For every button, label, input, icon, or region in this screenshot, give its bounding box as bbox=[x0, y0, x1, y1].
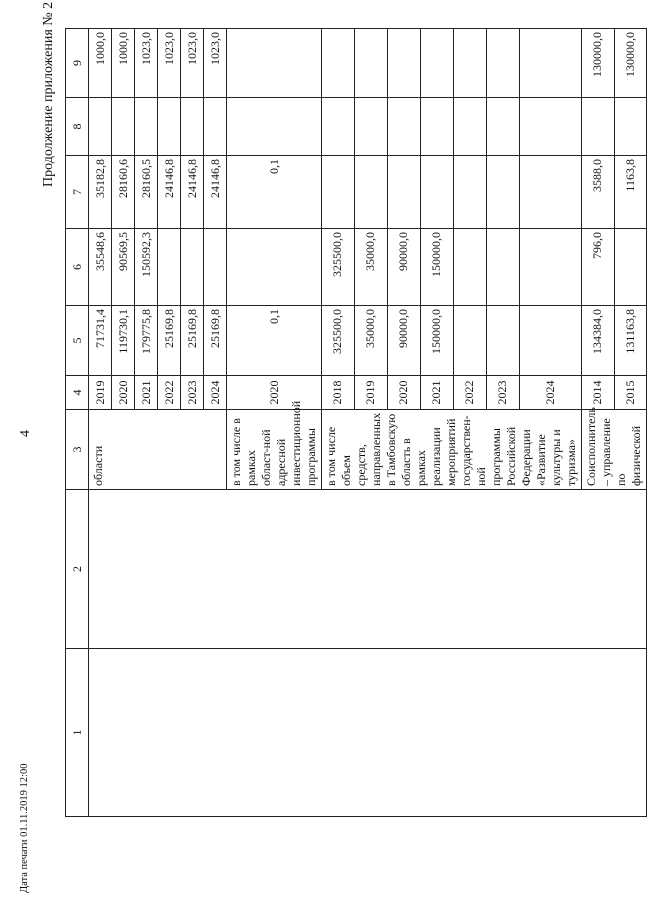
cell-col-5: 25169,8 bbox=[181, 306, 204, 376]
column-header: 1 bbox=[66, 649, 89, 817]
cell-year: 2023 bbox=[486, 376, 519, 410]
cell-year: 2024 bbox=[204, 376, 227, 410]
cell-col-6: 35548,6 bbox=[89, 229, 112, 306]
cell-col-5: 25169,8 bbox=[158, 306, 181, 376]
cell-col-7: 3588,0 bbox=[582, 156, 615, 229]
cell-col-6 bbox=[204, 229, 227, 306]
cell-col-6: 90569,5 bbox=[112, 229, 135, 306]
cell-col-5: 325500,0 bbox=[322, 306, 355, 376]
cell-col-9 bbox=[453, 29, 486, 98]
budget-table-container bbox=[65, 29, 643, 817]
cell-col-6 bbox=[181, 229, 204, 306]
cell-col-6: 325500,0 bbox=[322, 229, 355, 306]
budget-table bbox=[65, 28, 647, 817]
cell-col-6 bbox=[486, 229, 519, 306]
cell-col-5: 35000,0 bbox=[354, 306, 387, 376]
cell-col-8 bbox=[420, 98, 453, 156]
cell-col-9: 1000,0 bbox=[89, 29, 112, 98]
cell-description: области bbox=[89, 410, 227, 490]
cell-year: 2020 bbox=[112, 376, 135, 410]
cell-col-6 bbox=[158, 229, 181, 306]
cell-year: 2014 bbox=[582, 376, 615, 410]
appendix-caption: Продолжение приложения № 2 bbox=[41, 1, 56, 187]
cell-col-9 bbox=[486, 29, 519, 98]
cell-col-7: 1163,8 bbox=[614, 156, 647, 229]
print-date: Дата печати 01.11.2019 12:00 bbox=[19, 763, 30, 893]
cell-col-7: 24146,8 bbox=[181, 156, 204, 229]
cell-col-7 bbox=[420, 156, 453, 229]
cell-col-7: 24146,8 bbox=[158, 156, 181, 229]
cell-col-7 bbox=[453, 156, 486, 229]
cell-col-7 bbox=[387, 156, 420, 229]
cell-col-7 bbox=[354, 156, 387, 229]
cell-year: 2019 bbox=[354, 376, 387, 410]
column-header: 3 bbox=[66, 410, 89, 490]
cell-col-9 bbox=[387, 29, 420, 98]
cell-year: 2019 bbox=[89, 376, 112, 410]
cell-col-8 bbox=[158, 98, 181, 156]
cell-year: 2020 bbox=[387, 376, 420, 410]
cell-year: 2020 bbox=[227, 376, 322, 410]
cell-col-6: 90000,0 bbox=[387, 229, 420, 306]
table-row bbox=[89, 29, 112, 817]
cell-col-8 bbox=[486, 98, 519, 156]
cell-col-7 bbox=[519, 156, 581, 229]
cell-col-5: 119730,1 bbox=[112, 306, 135, 376]
cell-col-5: 0,1 bbox=[227, 306, 322, 376]
cell-col-7: 0,1 bbox=[227, 156, 322, 229]
cell-col-8 bbox=[204, 98, 227, 156]
cell-col-8 bbox=[387, 98, 420, 156]
cell-col-8 bbox=[227, 98, 322, 156]
cell-year: 2018 bbox=[322, 376, 355, 410]
cell-col-6 bbox=[614, 229, 647, 306]
cell-col-6: 35000,0 bbox=[354, 229, 387, 306]
cell-col-7: 35182,8 bbox=[89, 156, 112, 229]
cell-col-5: 90000,0 bbox=[387, 306, 420, 376]
cell-col-1 bbox=[89, 649, 647, 817]
column-header: 8 bbox=[66, 98, 89, 156]
cell-col-9: 130000,0 bbox=[582, 29, 615, 98]
cell-year: 2022 bbox=[453, 376, 486, 410]
cell-col-5: 134384,0 bbox=[582, 306, 615, 376]
column-header: 2 bbox=[66, 490, 89, 649]
cell-col-5: 179775,8 bbox=[135, 306, 158, 376]
column-header: 4 bbox=[66, 376, 89, 410]
cell-col-8 bbox=[519, 98, 581, 156]
cell-col-8 bbox=[453, 98, 486, 156]
cell-col-5: 131163,8 bbox=[614, 306, 647, 376]
cell-col-5: 150000,0 bbox=[420, 306, 453, 376]
cell-col-8 bbox=[614, 98, 647, 156]
cell-col-7: 28160,6 bbox=[112, 156, 135, 229]
column-header: 7 bbox=[66, 156, 89, 229]
cell-year: 2024 bbox=[519, 376, 581, 410]
cell-description: в том числе в рамках област-ной адресной инвестиционной программы bbox=[227, 410, 322, 490]
cell-col-8 bbox=[112, 98, 135, 156]
header-row bbox=[66, 29, 89, 817]
cell-year: 2015 bbox=[614, 376, 647, 410]
cell-col-7 bbox=[486, 156, 519, 229]
column-header: 5 bbox=[66, 306, 89, 376]
cell-col-8 bbox=[181, 98, 204, 156]
cell-col-9: 1023,0 bbox=[135, 29, 158, 98]
cell-col-8 bbox=[89, 98, 112, 156]
cell-col-7: 24146,8 bbox=[204, 156, 227, 229]
cell-col-5: 25169,8 bbox=[204, 306, 227, 376]
cell-year: 2022 bbox=[158, 376, 181, 410]
cell-col-9 bbox=[322, 29, 355, 98]
cell-col-6 bbox=[453, 229, 486, 306]
cell-col-6 bbox=[519, 229, 581, 306]
cell-col-8 bbox=[135, 98, 158, 156]
cell-description: в том числе объем средств, направленных в Тамбовскую область в рамках реализации мероприятий государствен-ной программы Российской Федерации «Развитие культуры и туризма» bbox=[322, 410, 582, 490]
cell-col-6 bbox=[227, 229, 322, 306]
cell-col-8 bbox=[354, 98, 387, 156]
cell-col-9: 1023,0 bbox=[158, 29, 181, 98]
cell-col-2 bbox=[89, 490, 647, 649]
cell-col-9: 1023,0 bbox=[204, 29, 227, 98]
cell-col-9 bbox=[519, 29, 581, 98]
cell-col-5 bbox=[486, 306, 519, 376]
cell-col-9 bbox=[420, 29, 453, 98]
cell-description: Соисполнитель – управление по физической bbox=[582, 410, 647, 490]
cell-col-9 bbox=[227, 29, 322, 98]
cell-col-6: 796,0 bbox=[582, 229, 615, 306]
cell-col-9: 130000,0 bbox=[614, 29, 647, 98]
cell-col-9: 1023,0 bbox=[181, 29, 204, 98]
cell-year: 2021 bbox=[420, 376, 453, 410]
column-header: 6 bbox=[66, 229, 89, 306]
cell-col-7: 28160,5 bbox=[135, 156, 158, 229]
column-header: 9 bbox=[66, 29, 89, 98]
cell-col-9: 1000,0 bbox=[112, 29, 135, 98]
cell-year: 2021 bbox=[135, 376, 158, 410]
cell-col-7 bbox=[322, 156, 355, 229]
table-body bbox=[66, 29, 647, 817]
page-number: 4 bbox=[18, 430, 33, 437]
cell-col-6: 150592,3 bbox=[135, 229, 158, 306]
cell-col-5: 71731,4 bbox=[89, 306, 112, 376]
cell-col-5 bbox=[453, 306, 486, 376]
cell-col-8 bbox=[582, 98, 615, 156]
cell-year: 2023 bbox=[181, 376, 204, 410]
cell-col-8 bbox=[322, 98, 355, 156]
cell-col-6: 150000,0 bbox=[420, 229, 453, 306]
cell-col-9 bbox=[354, 29, 387, 98]
cell-col-5 bbox=[519, 306, 581, 376]
